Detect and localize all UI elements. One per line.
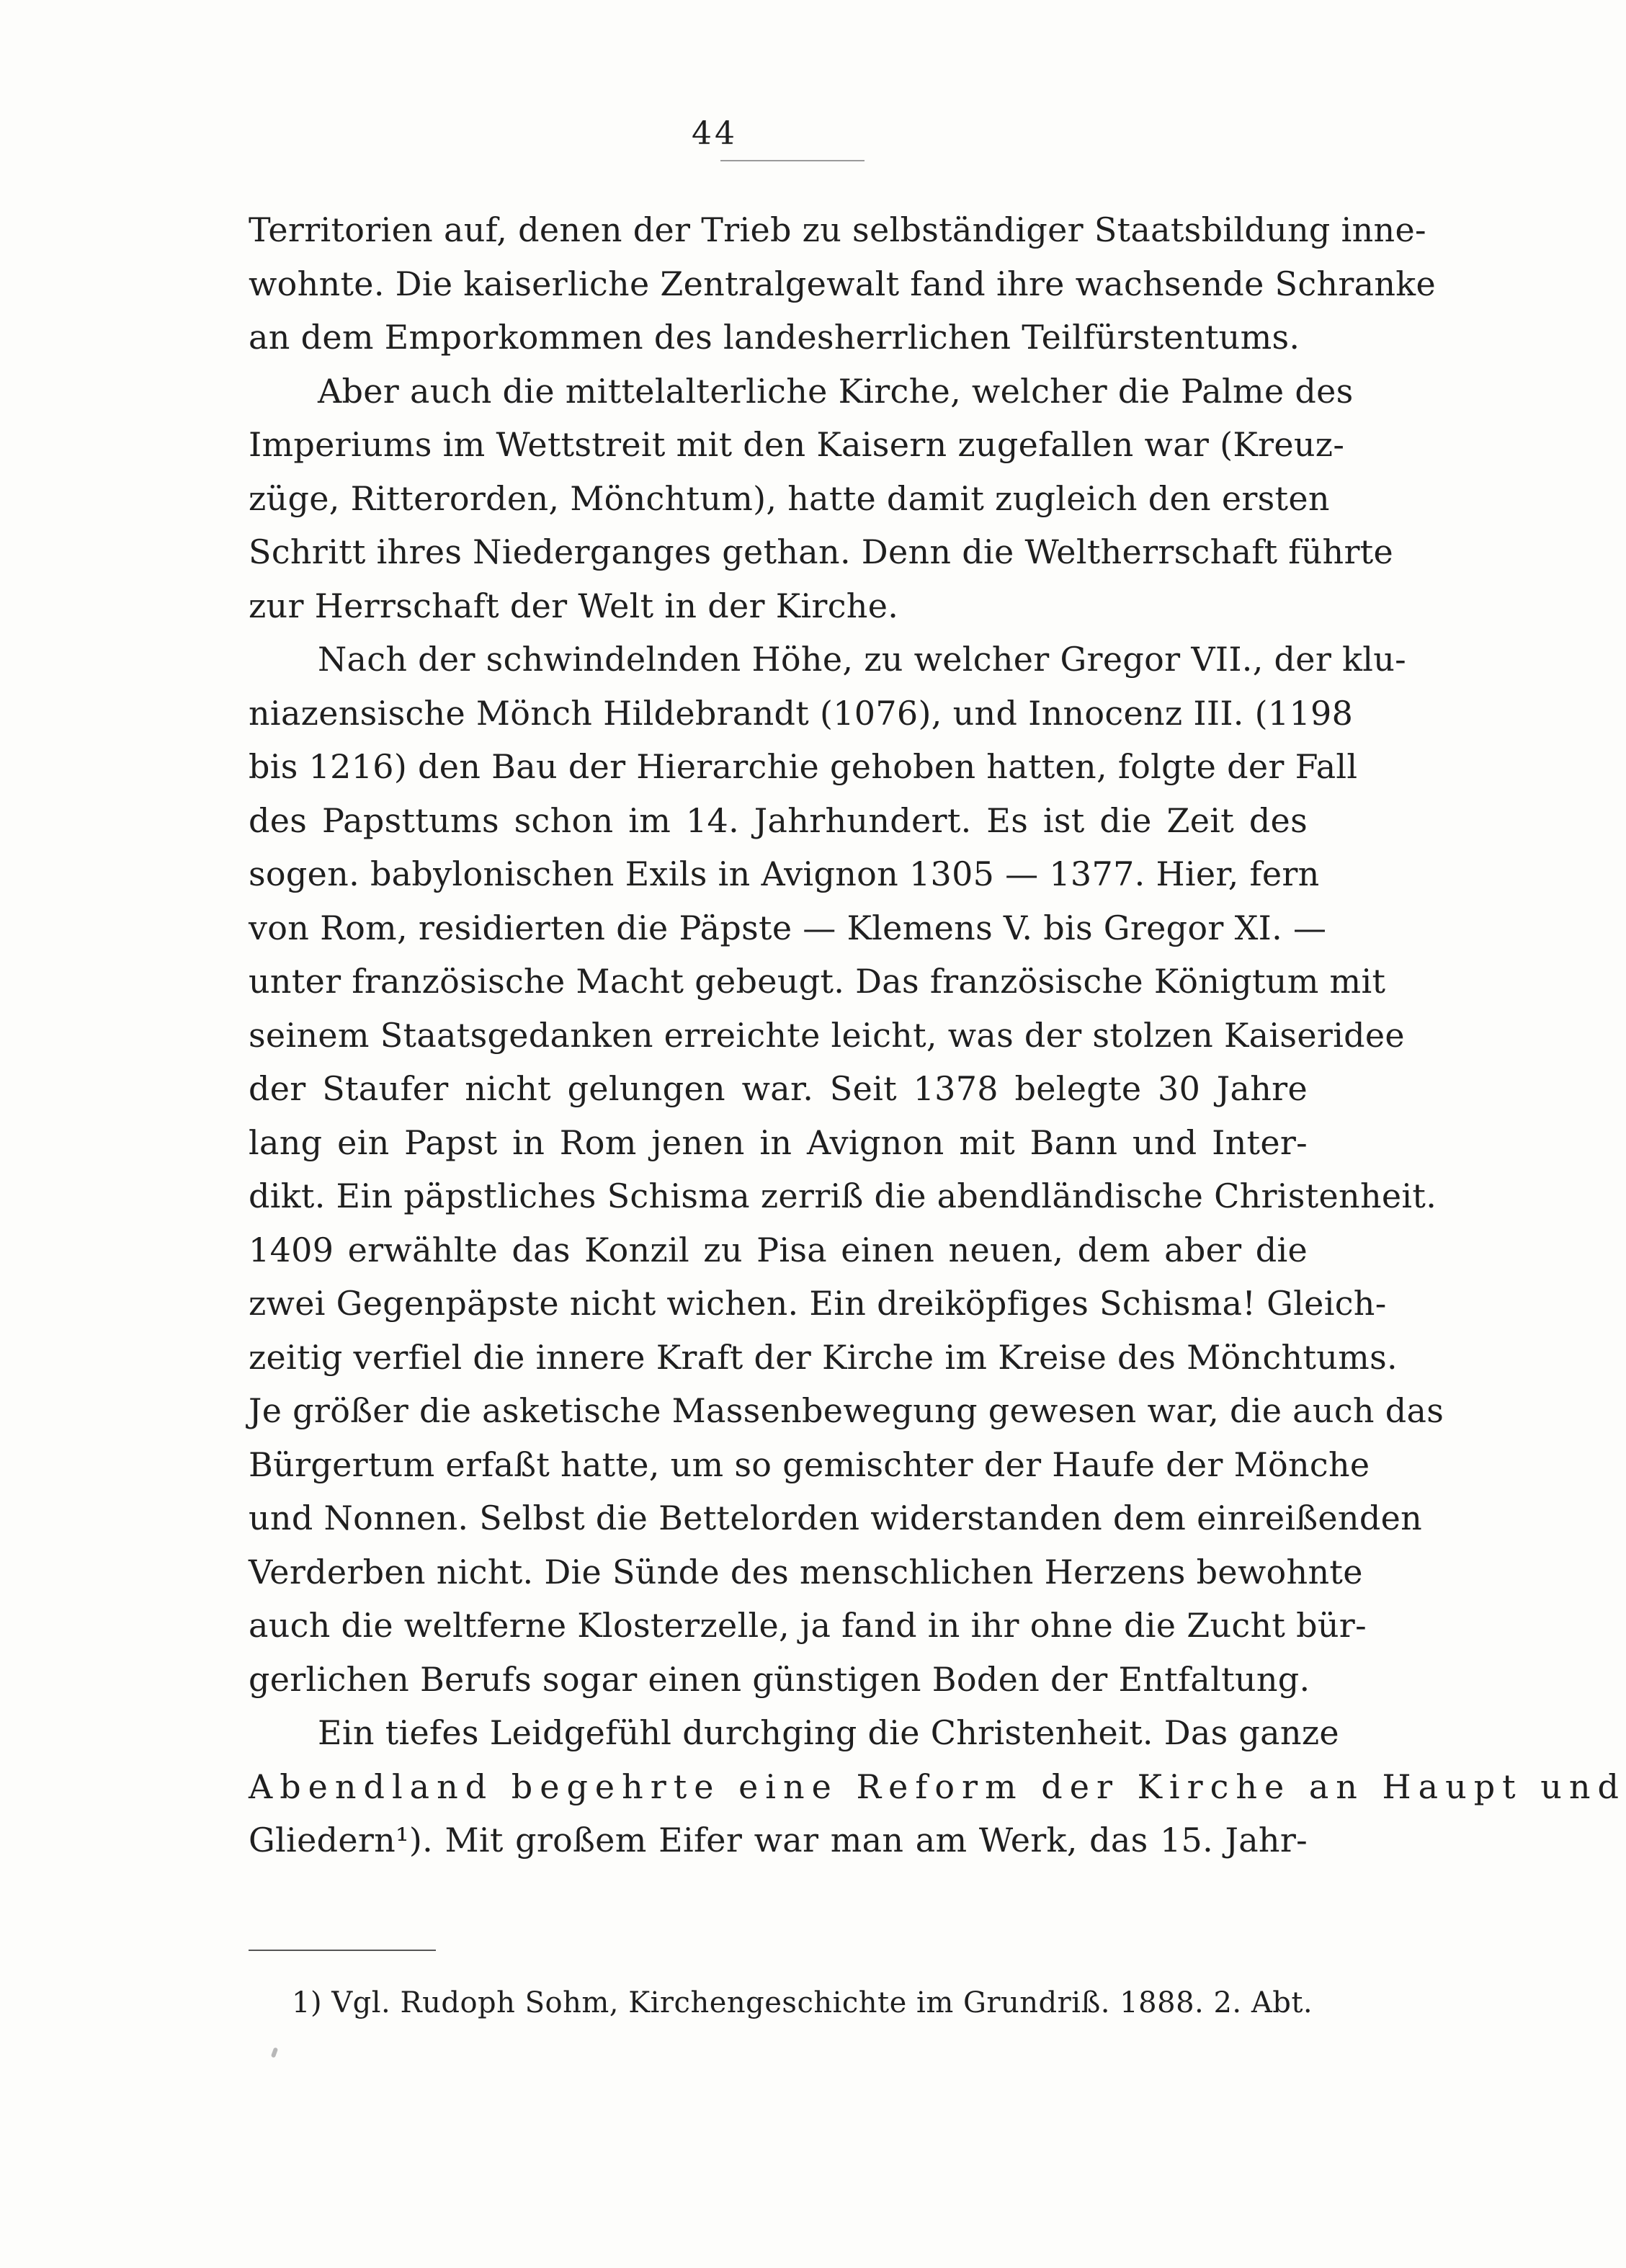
text-line: dikt. Ein päpstliches Schisma zerriß die abendländische Christenheit. xyxy=(249,1177,1437,1215)
text-line: Abendland begehrte eine Reform der Kirche an Haupt und xyxy=(249,1767,1626,1806)
text-line: niazensische Mönch Hildebrandt (1076), und Innocenz III. (1198 xyxy=(249,693,1354,733)
text-line: züge, Ritterorden, Mönchtum), hatte damit zugleich den ersten xyxy=(249,478,1330,518)
text-line: der Staufer nicht gelungen war. Seit 1378 belegte 30 Jahre xyxy=(249,1069,1308,1108)
text-line: bis 1216) den Bau der Hierarchie gehoben hatten, folgte der Fall xyxy=(249,747,1358,786)
text-line: an dem Emporkommen des landesherrlichen Teilfürstentums. xyxy=(249,318,1300,357)
paper-speck xyxy=(271,2047,278,2058)
body-text xyxy=(249,203,1626,1867)
page-number-rule xyxy=(720,160,865,161)
text-line: sogen. babylonischen Exils in Avignon 1305 — 1377. Hier, fern xyxy=(249,854,1320,893)
text-line: Je größer die asketische Massenbewegung gewesen war, die auch das xyxy=(249,1391,1444,1430)
text-line: Verderben nicht. Die Sünde des menschlichen Herzens bewohnte xyxy=(249,1552,1363,1591)
page-number: 44 xyxy=(692,115,738,152)
text-line: seinem Staatsgedanken erreichte leicht, was der stolzen Kaiseridee xyxy=(249,1015,1405,1055)
footnote: 1) Vgl. Rudoph Sohm, Kirchengeschichte im Grundriß. 1888. 2. Abt. xyxy=(292,1986,1313,2019)
text-line: zeitig verfiel die innere Kraft der Kirche im Kreise des Mönchtums. xyxy=(249,1337,1398,1377)
text-line: lang ein Papst in Rom jenen in Avignon mit Bann und Inter- xyxy=(249,1122,1308,1162)
text-line: Gliedern¹). Mit großem Eifer war man am Werk, das 15. Jahr- xyxy=(249,1821,1308,1860)
text-line: gerlichen Berufs sogar einen günstigen Boden der Entfaltung. xyxy=(249,1659,1310,1699)
text-line: des Papsttums schon im 14. Jahrhundert. Es ist die Zeit des xyxy=(249,800,1308,840)
text-line: auch die weltferne Klosterzelle, ja fand in ihr ohne die Zucht bür- xyxy=(249,1606,1367,1645)
text-line: zwei Gegenpäpste nicht wichen. Ein dreiköpfiges Schisma! Gleich- xyxy=(249,1284,1387,1323)
text-line: Bürgertum erfaßt hatte, um so gemischter der Haufe der Mönche xyxy=(249,1445,1370,1484)
text-line: unter französische Macht gebeugt. Das französische Königtum mit xyxy=(249,962,1386,1001)
text-line: 1409 erwählte das Konzil zu Pisa einen neuen, dem aber die xyxy=(249,1230,1308,1269)
footnote-rule xyxy=(249,1950,436,1951)
text-line: Schritt ihres Niederganges gethan. Denn die Weltherrschaft führte xyxy=(249,532,1394,571)
text-line: Nach der schwindelnden Höhe, zu welcher Gregor VII., der klu- xyxy=(318,640,1406,679)
text-line: und Nonnen. Selbst die Bettelorden widerstanden dem einreißenden xyxy=(249,1499,1423,1537)
text-line: Imperiums im Wettstreit mit den Kaisern zugefallen war (Kreuz- xyxy=(249,425,1345,464)
text-line: zur Herrschaft der Welt in der Kirche. xyxy=(249,586,899,625)
text-line: Aber auch die mittelalterliche Kirche, welcher die Palme des xyxy=(318,371,1354,411)
text-line: Ein tiefes Leidgefühl durchging die Christenheit. Das ganze xyxy=(318,1713,1339,1752)
text-line: Territorien auf, denen der Trieb zu selbständiger Staatsbildung inne- xyxy=(249,210,1426,249)
text-line: wohnte. Die kaiserliche Zentralgewalt fand ihre wachsende Schranke xyxy=(249,264,1436,303)
text-line: von Rom, residierten die Päpste — Klemens V. bis Gregor XI. — xyxy=(249,908,1327,947)
